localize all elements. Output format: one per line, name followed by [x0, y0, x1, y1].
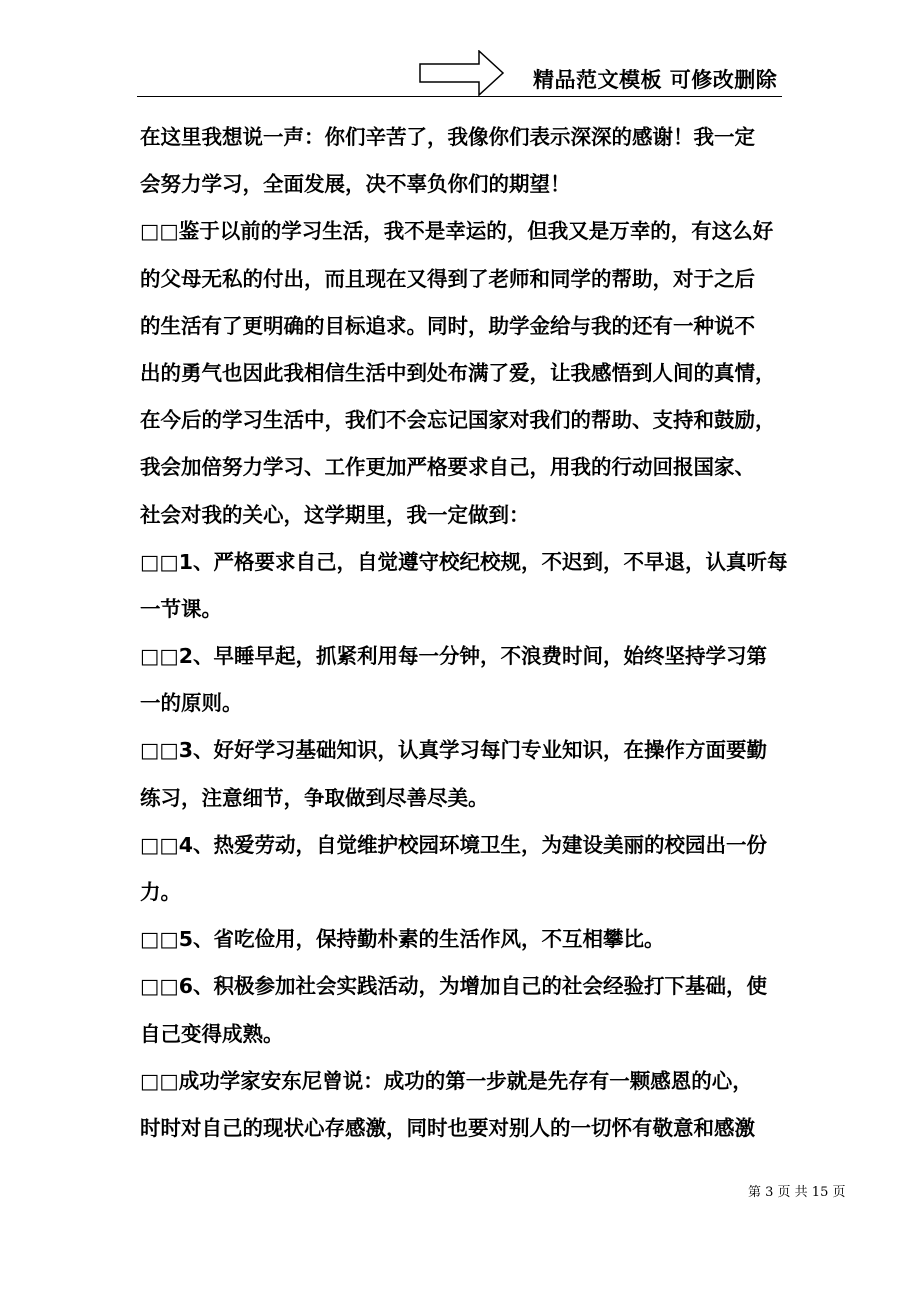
text-line: 会努力学习，全面发展，决不辜负你们的期望！ — [140, 172, 571, 197]
page-header — [0, 0, 920, 100]
text-line: 的生活有了更明确的目标追求。同时，助学金给与我的还有一种说不 — [140, 313, 755, 338]
page-number: 第 3 页 共 15 页 — [748, 1185, 846, 1200]
arrow-right-icon — [419, 50, 505, 96]
text-line: □□6、积极参加社会实践活动，为增加自己的社会经验打下基础，使 — [140, 974, 767, 999]
text-line: □□鉴于以前的学习生活，我不是幸运的，但我又是万幸的，有这么好 — [140, 219, 774, 244]
text-line: □□2、早睡早起，抓紧利用每一分钟，不浪费时间，始终坚持学习第 — [140, 644, 767, 669]
text-line: 一节课。 — [140, 596, 222, 621]
text-line: □□4、热爱劳动，自觉维护校园环境卫生，为建设美丽的校园出一份 — [140, 832, 767, 857]
text-line: 我会加倍努力学习、工作更加严格要求自己，用我的行动回报国家、 — [140, 455, 755, 480]
text-line: □□成功学家安东尼曾说：成功的第一步就是先存有一颗感恩的心， — [140, 1068, 753, 1093]
text-line: 出的勇气也因此我相信生活中到处布满了爱，让我感悟到人间的真情， — [140, 360, 776, 385]
text-line: 练习，注意细节，争取做到尽善尽美。 — [140, 785, 489, 810]
document-body — [140, 114, 790, 1152]
text-line: 一的原则。 — [140, 691, 243, 716]
header-title: 精品范文模板 可修改删除 — [533, 68, 778, 92]
text-line: 自己变得成熟。 — [140, 1021, 284, 1046]
text-line: 在这里我想说一声：你们辛苦了，我像你们表示深深的感谢！我一定 — [140, 125, 755, 149]
text-line: □□1、严格要求自己，自觉遵守校纪校规，不迟到，不早退，认真听每 — [140, 549, 788, 574]
text-line: 在今后的学习生活中，我们不会忘记国家对我们的帮助、支持和鼓励， — [140, 408, 776, 433]
text-line: □□5、省吃俭用，保持勤朴素的生活作风，不互相攀比。 — [140, 927, 665, 952]
text-line: 社会对我的关心，这学期里，我一定做到： — [140, 502, 530, 527]
header-divider — [137, 96, 782, 97]
text-line: 的父母无私的付出，而且现在又得到了老师和同学的帮助，对于之后 — [140, 266, 755, 291]
text-line: 力。 — [140, 880, 181, 904]
text-line: 时时对自己的现状心存感激，同时也要对别人的一切怀有敬意和感激 — [140, 1115, 755, 1140]
text-line: □□3、好好学习基础知识，认真学习每门专业知识，在操作方面要勤 — [140, 738, 767, 763]
